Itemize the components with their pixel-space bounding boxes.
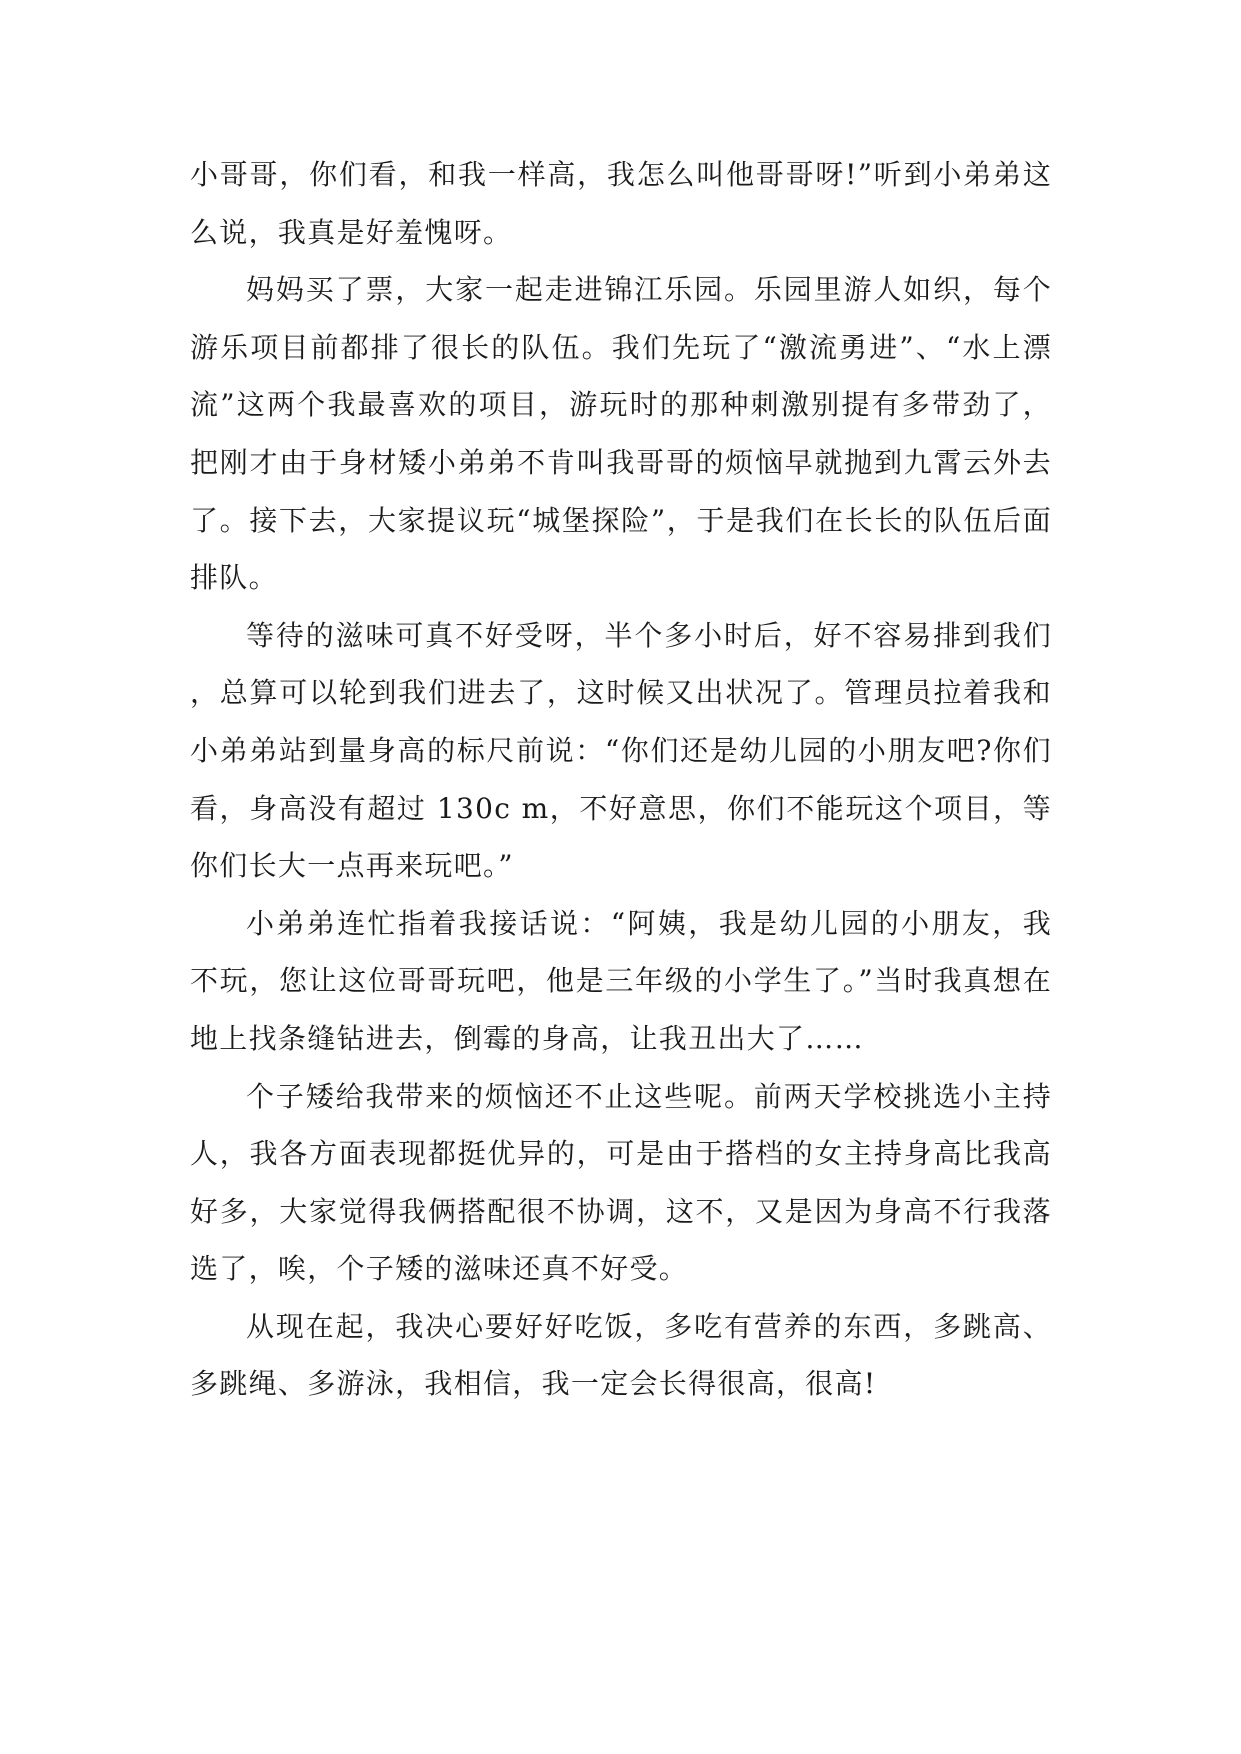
paragraph-3: 等待的滋味可真不好受呀，半个多小时后，好不容易排到我们，总算可以轮到我们进去了，这时候又出状况了。管理员拉着我和小弟弟站到量身高的标尺前说：“你们还是幼儿园的小朋友吧?你们看，身高没有超过 130c m，不好意思，你们不能玩这个项目，等你们长大一点再来玩吧。” [190,618,1052,883]
document-body [190,146,1052,1413]
paragraph-4: 小弟弟连忙指着我接话说：“阿姨，我是幼儿园的小朋友，我不玩，您让这位哥哥玩吧，他是三年级的小学生了。”当时我真想在地上找条缝钻进去，倒霉的身高，让我丑出大了…… [190,906,1052,1055]
paragraph-2: 妈妈买了票，大家一起走进锦江乐园。乐园里游人如织，每个游乐项目前都排了很长的队伍。我们先玩了“激流勇进”、“水上漂流”这两个我最喜欢的项目，游玩时的那种刺激别提有多带劲了，把刚才由于身材矮小弟弟不肯叫我哥哥的烦恼早就抛到九霄云外去了。接下去，大家提议玩“城堡探险”，于是我们在长长的队伍后面排队。 [190,273,1052,595]
paragraph-1: 小哥哥，你们看，和我一样高，我怎么叫他哥哥呀!”听到小弟弟这么说，我真是好羞愧呀。 [190,158,1052,249]
paragraph-5: 个子矮给我带来的烦恼还不止这些呢。前两天学校挑选小主持人，我各方面表现都挺优异的，可是由于搭档的女主持身高比我高好多，大家觉得我俩搭配很不协调，这不，又是因为身高不行我落选了，唉，个子矮的滋味还真不好受。 [190,1079,1052,1286]
paragraph-6: 从现在起，我决心要好好吃饭，多吃有营养的东西，多跳高、多跳绳、多游泳，我相信，我一定会长得很高，很高! [190,1309,1052,1401]
